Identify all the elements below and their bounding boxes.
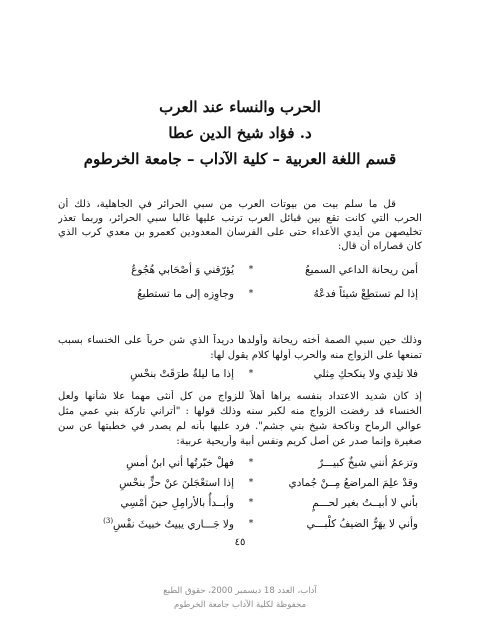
article-title: الحرب والنساء عند العرب: [159, 98, 321, 116]
verse-first-hemistich: فلا تلِدي ولا ينكحكِ مِثلي: [313, 368, 418, 380]
body-text-line: عوالي الرماح وناكحة شيخ بني جشم". فرد عليها بأنه لم يصدر في خطبتها عن سن: [58, 421, 422, 432]
poetry-verse: [84, 497, 418, 509]
body-text-line: تمنعها على الزواج منه والحرب أولها كلام يقول لها:: [210, 350, 422, 361]
body-text-line: الخنساء قد رفضت الزواج منه لكبر سنه وذلك قولها : "أتراني تاركة بني عمي مثل: [58, 406, 422, 417]
verse-separator: *: [248, 458, 254, 468]
verse-separator: *: [248, 478, 254, 488]
poetry-verse: [84, 517, 418, 531]
body-text-line: وذلك حين سبي الصمة أخته ريحانة وأولدها دريداً الذي شن حرباً على الخنساء بسبب: [58, 335, 422, 346]
footnote-marker: (3): [103, 517, 114, 525]
verse-second-hemistich: يُؤرّقني وَ أصْحَابي هُجُوعُ: [131, 264, 234, 276]
author-affiliation: قسم اللغة العربية – كلية الآداب – جامعة الخرطوم: [83, 150, 397, 168]
verse-separator: *: [248, 498, 254, 508]
body-text-line: كان قصاراه أن قال:: [337, 241, 422, 252]
poetry-verse: [84, 477, 418, 489]
body-text-line: قل ما سلم بيت من بيوتات العرب من سبي الحرائر في الجاهلية، ذلك أن: [58, 199, 396, 210]
body-text-line: إذ كان شديد الاعتداد بنفسه يراها أهلاً للزواج من كل أنثى مهما علا شأنها ولعل: [58, 391, 422, 402]
author-name: د. فؤاد شيخ الدين عطا: [168, 124, 312, 142]
verse-first-hemistich: وتزعمُ أنني شيخٌ كبيـــرٌ: [318, 457, 418, 469]
verse-first-hemistich: إذا لم تستطِعْ شيئاً فدعْهُ: [313, 288, 418, 300]
footer-journal-info: آداب، العدد 18 ديسمبر 2000، حقوق الطبع: [163, 586, 317, 596]
verse-second-hemistich: وأبــدأُ بالأرامِلِ حينَ أمْسِي: [120, 497, 234, 509]
poetry-verse: [84, 288, 418, 300]
verse-second-hemistich: إذا استعْجَلنَ عنْ حزٍّ بنحْسِ: [119, 477, 234, 489]
verse-second-hemistich: ولا جَـــاري يبيتُ خبيثَ نفْسِ$^{(3)}$: [103, 517, 234, 531]
poetry-verse: [84, 368, 418, 380]
verse-first-hemistich: وأني لا يهَرُّ الضيفُ كلْبـــي: [306, 517, 418, 530]
verse-first-hemistich: أمن ريحانة الداعي السميعُ: [305, 264, 418, 276]
verse-first-hemistich: بأني لا أبيــتُ بغير لحـــمٍ: [312, 497, 418, 509]
page-number: ٤٥: [234, 537, 246, 548]
verse-separator: *: [248, 369, 254, 379]
verse-second-hemistich: فهلْ خبّرتُها أني ابنُ أمسِ: [126, 457, 234, 469]
footer-copyright: محفوظة لكلية الآداب جامعة الخرطوم: [173, 600, 307, 610]
verse-separator: *: [248, 265, 254, 275]
body-text-line: الحرب التي كانت تقع بين قبائل العرب ترتب عليها غالبا سبي الحرائر، وربما تعذر: [58, 213, 422, 224]
verse-second-hemistich: وجاوِزه إلى ما تستطيعُ: [137, 288, 234, 300]
body-text-line: صغيرة وإنما صدر عن أصل كريم ونفس أبية وأريحية عربية:: [176, 436, 422, 447]
verse-separator: *: [248, 518, 254, 529]
verse-second-hemistich: إذا ما ليلةٌ طرَقَتْ بنحْسِ: [130, 368, 234, 380]
verse-first-hemistich: وقدْ علِمَ المراضعُ مِــنْ جُمادي: [288, 477, 418, 489]
body-text-line: تخليصهن من أيدي الأعداء حتى على الفرسان المعدودين كعمرو بن معدي كرب الذي: [58, 227, 422, 238]
poetry-verse: [84, 457, 418, 469]
poetry-verse: [84, 264, 418, 276]
verse-separator: *: [248, 289, 254, 299]
